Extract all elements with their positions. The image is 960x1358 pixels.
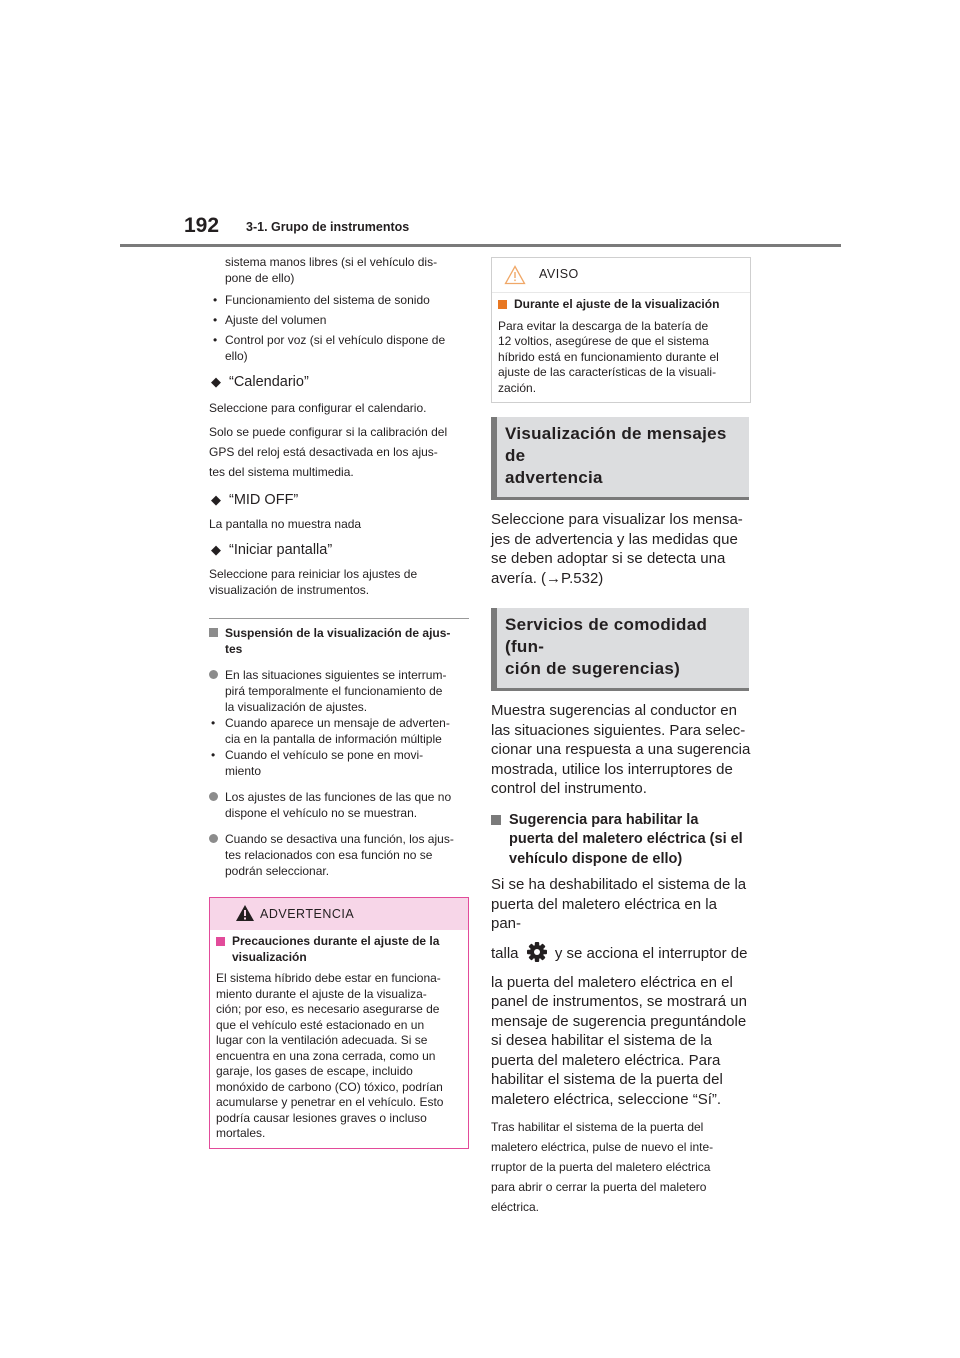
square-bullet-icon <box>209 628 218 637</box>
text-line: avería. (→P.532) <box>491 569 604 587</box>
text-line: pone de ello) <box>225 271 295 285</box>
list-item: • Ajuste del volumen <box>209 312 469 328</box>
text-line: Muestra sugerencias al conductor en <box>491 702 737 719</box>
text-line: Funcionamiento del sistema de sonido <box>225 293 430 307</box>
text-line: maletero eléctrica, seleccione “Sí”. <box>491 1090 722 1108</box>
text-line: cionar una respuesta a una sugerencia <box>491 741 751 758</box>
advertencia-box <box>209 897 469 1149</box>
text-line: El sistema híbrido debe estar en funciona- <box>216 971 441 985</box>
text-line: Precauciones durante el ajuste de la <box>232 934 440 948</box>
text-line: En las situaciones siguientes se interrum- <box>225 668 447 682</box>
text-line: garaje, los gases de escape, incluido <box>216 1064 413 1078</box>
text-line: que el vehículo esté estacionado en un <box>216 1017 425 1032</box>
note-text <box>491 1117 751 1217</box>
text-line: podría causar lesiones graves o incluso <box>216 1110 427 1125</box>
midoff-heading <box>209 492 469 508</box>
text-line: vehículo dispone de ello) <box>509 850 683 867</box>
suspension-heading <box>209 625 469 657</box>
iniciar-heading <box>209 542 469 558</box>
text-line: Los ajustes de las funciones de las que no <box>225 790 452 804</box>
text-line: Visualización de mensajes de <box>505 424 727 465</box>
text-line: ción; por eso, es necesario asegurarse de <box>216 1002 440 1016</box>
text-line: Solo se puede configurar si la calibración del <box>209 425 448 439</box>
sugerencia-heading <box>491 811 751 870</box>
text-line: se deben adoptar si se detecta una <box>491 550 726 567</box>
aviso-body <box>492 293 750 402</box>
text-line: miento durante el ajuste de la visualiza- <box>216 986 427 1001</box>
text-line: ción de sugerencias) <box>505 659 681 678</box>
advertencia-label: ADVERTENCIA <box>260 907 355 921</box>
diamond-bullet-icon: ◆ <box>211 374 221 389</box>
text-line: Seleccione para configurar el calendario. <box>209 401 427 415</box>
text-line: mensaje de sugerencia preguntándole <box>491 1012 747 1030</box>
advertencia-heading <box>216 934 462 965</box>
continued-item <box>209 254 469 286</box>
heading-text: “MID OFF” <box>229 492 299 508</box>
heading-text: “Calendario” <box>229 374 309 390</box>
text-line: las situaciones siguientes. Para selec- <box>491 721 746 739</box>
diamond-bullet-icon: ◆ <box>211 542 221 557</box>
text-line: Ajuste del volumen <box>225 313 327 327</box>
text-line: tes relacionados con esa función no se <box>225 848 433 862</box>
text-line: maletero eléctrica, pulse de nuevo el inte- <box>491 1140 714 1154</box>
warning-triangle-icon <box>235 904 255 926</box>
text-line: panel de instrumentos, se mostrará un <box>491 993 747 1010</box>
text-line: para abrir o cerrar la puerta del maletero <box>491 1180 707 1194</box>
circle-bullet-icon <box>209 670 218 679</box>
heading-text: “Iniciar pantalla” <box>229 542 333 558</box>
text-line: ajuste de las características de la visuali- <box>498 365 717 379</box>
text-line: encuentra en una zona cerrada, como un <box>216 1048 436 1063</box>
text-line: GPS del reloj está desactivada en los ajus- <box>209 445 438 459</box>
text-line: tes <box>225 642 243 656</box>
suspension-item <box>209 789 469 821</box>
sub-item: • Cuando el vehículo se pone en movi- miento <box>209 747 469 779</box>
page-number: 192 <box>184 214 220 237</box>
diamond-bullet-icon: ◆ <box>211 492 221 507</box>
text-line: pirá temporalmente el funcionamiento de <box>225 684 443 698</box>
aviso-header <box>492 258 750 293</box>
square-bullet-icon <box>498 300 507 309</box>
servicios-text <box>491 701 751 799</box>
text-line: habilitar el sistema de la puerta del <box>491 1071 723 1088</box>
visualizacion-heading <box>491 417 749 500</box>
text-line: puerta del maletero eléctrica en la pan- <box>491 895 717 932</box>
text-line: Seleccione para visualizar los mensa- <box>491 511 743 528</box>
text-line: Seleccione para reiniciar los ajustes de <box>209 567 418 581</box>
text-line: la puerta del maletero eléctrica en el <box>491 973 733 991</box>
text-line: podrán seleccionar. <box>225 864 330 878</box>
header-rule <box>120 244 841 247</box>
square-bullet-icon <box>491 815 501 825</box>
text-line: Cuando se desactiva una función, los ajus- <box>225 832 454 846</box>
list-item: • Funcionamiento del sistema de sonido <box>209 292 469 308</box>
text-line: puerta del maletero eléctrica. Para <box>491 1051 721 1069</box>
text-line: Tras habilitar el sistema de la puerta del <box>491 1120 704 1134</box>
aviso-heading <box>498 297 744 313</box>
text-line: Control por voz (si el vehículo dispone de <box>225 333 446 347</box>
text-line: eléctrica. <box>491 1200 540 1214</box>
midoff-text: La pantalla no muestra nada <box>209 517 362 531</box>
text-line: puerta del maletero eléctrica (si el <box>509 831 743 847</box>
text-line: híbrido está en funcionamiento durante el <box>498 349 719 364</box>
text-line: advertencia <box>505 468 603 487</box>
text-line: Durante el ajuste de la visualización <box>514 297 720 311</box>
text-line: jes de advertencia y las medidas que <box>491 530 738 548</box>
warning-triangle-icon <box>504 265 526 288</box>
advertencia-header <box>210 898 468 930</box>
sub-item: • Cuando aparece un mensaje de adverten- cia en la pantalla de información múltiple <box>209 715 469 747</box>
aviso-label: AVISO <box>539 267 579 281</box>
iniciar-text <box>209 566 469 598</box>
text-line: dispone el vehículo no se muestran. <box>225 806 418 820</box>
text-line: sistema manos libres (si el vehículo dis- <box>225 255 438 269</box>
sugerencia-text <box>491 875 751 1109</box>
aviso-box <box>491 257 751 403</box>
square-bullet-icon <box>216 937 225 946</box>
servicios-heading <box>491 608 749 691</box>
text-line: Si se ha deshabilitado el sistema de la <box>491 876 747 893</box>
text-line: acumularse y penetrar en el vehículo. Esto <box>216 1095 444 1109</box>
text-line: visualización de instrumentos. <box>209 583 370 597</box>
text-line: visualización <box>232 949 307 964</box>
calendario-heading <box>209 374 469 390</box>
text-line: Suspensión de la visualización de ajus- <box>225 626 451 640</box>
text-line: control del instrumento. <box>491 780 647 797</box>
text-line: si desea habilitar el sistema de la <box>491 1032 712 1049</box>
suspension-item <box>209 831 469 879</box>
text-line: zación. <box>498 380 537 395</box>
divider <box>209 618 469 619</box>
text-line: talla <box>491 944 519 962</box>
text-line: Servicios de comodidad (fun- <box>505 615 708 656</box>
section-title: 3-1. Grupo de instrumentos <box>246 220 410 234</box>
text-line: la visualización de ajustes. <box>225 700 368 714</box>
text-line: rruptor de la puerta del maletero eléctrica <box>491 1160 711 1174</box>
text-line: 12 voltios, asegúrese de que el sistema <box>498 334 709 348</box>
left-column <box>209 254 469 1149</box>
visualizacion-text <box>491 510 751 588</box>
advertencia-body <box>210 930 468 1148</box>
list-item: • Control por voz (si el vehículo dispone de ello) <box>209 332 469 364</box>
text-line: Para evitar la descarga de la batería de <box>498 318 709 333</box>
right-column <box>491 257 751 1217</box>
suspension-item <box>209 667 469 779</box>
calendario-text <box>209 398 469 482</box>
text-line: Cuando aparece un mensaje de adverten- <box>225 716 450 730</box>
inline-icon-line <box>491 940 751 973</box>
text-line: Sugerencia para habilitar la <box>509 811 699 828</box>
text-line: ello) <box>225 349 248 363</box>
text-line: monóxido de carbono (CO) tóxico, podrían <box>216 1079 443 1094</box>
text-line: mostrada, utilice los interruptores de <box>491 760 733 778</box>
text-line: Cuando el vehículo se pone en movi- <box>225 748 424 762</box>
text-line: mortales. <box>216 1126 266 1140</box>
text-line: y se acciona el interruptor de <box>554 944 748 962</box>
text-line: cia en la pantalla de información múltiple <box>225 732 442 746</box>
gear-icon <box>525 940 549 973</box>
circle-bullet-icon <box>209 792 218 801</box>
text-line: tes del sistema multimedia. <box>209 465 354 479</box>
text-line: miento <box>225 764 262 778</box>
circle-bullet-icon <box>209 834 218 843</box>
text-line: lugar con la ventilación adecuada. Si se <box>216 1033 428 1047</box>
